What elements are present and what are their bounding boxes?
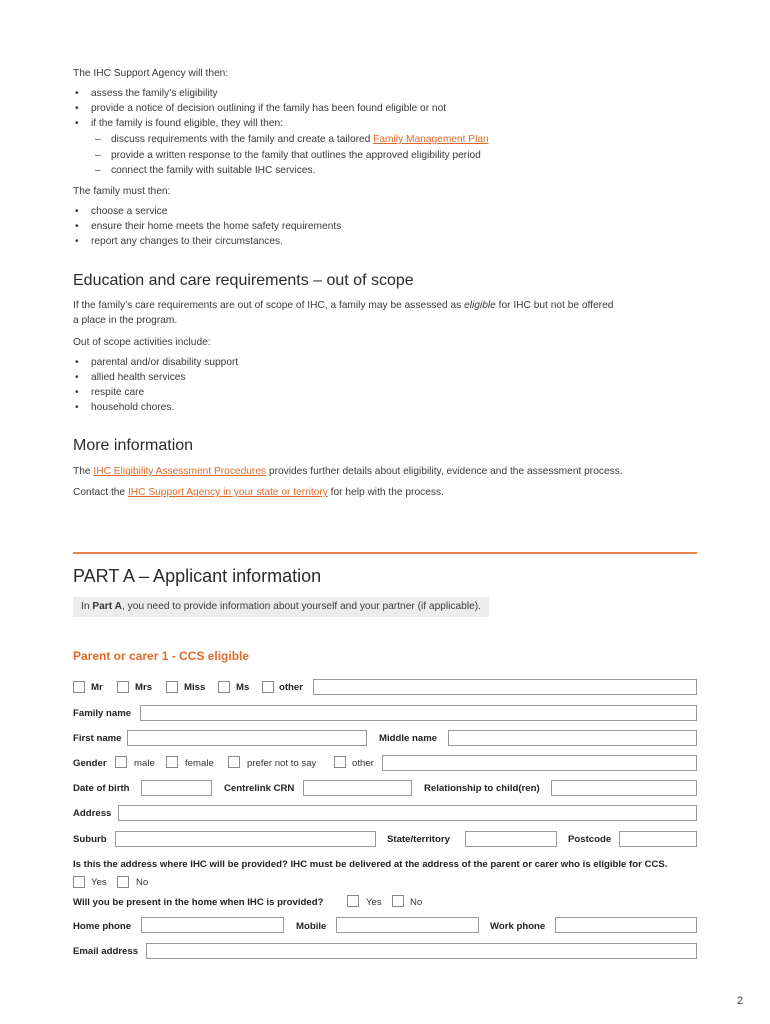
work-phone-input[interactable] (555, 917, 697, 933)
first-name-label: First name (73, 733, 122, 744)
address-question: Is this the address where IHC will be provided? IHC must be delivered at the address of the parent or carer who is eligible for CCS. (73, 859, 668, 870)
home-phone-input[interactable] (141, 917, 284, 933)
relationship-label: Relationship to child(ren) (424, 783, 540, 794)
present-question: Will you be present in the home when IHC is provided? (73, 897, 324, 908)
part-a-callout: In Part A, you need to provide information about yourself and your partner (if applicable). (73, 597, 489, 617)
dob-input[interactable] (141, 780, 212, 796)
family-name-input[interactable] (140, 705, 697, 721)
title-other-checkbox[interactable] (262, 681, 274, 693)
scope-heading: Education and care requirements – out of scope (73, 272, 414, 289)
title-mrs-checkbox[interactable] (117, 681, 129, 693)
title-miss-checkbox[interactable] (166, 681, 178, 693)
gender-prefer-not-label: prefer not to say (247, 758, 317, 769)
more-info-p2: Contact the IHC Support Agency in your state or territory for help with the process. (73, 487, 444, 498)
list-item: • household chores. (75, 402, 175, 413)
relationship-input[interactable] (551, 780, 697, 796)
address-yes-checkbox[interactable] (73, 876, 85, 888)
title-other-label: other (279, 682, 303, 693)
list-item: • provide a notice of decision outlining if the family has been found eligible or not (75, 103, 447, 114)
work-phone-label: Work phone (490, 921, 546, 932)
support-agency-link[interactable]: IHC Support Agency in your state or territory (127, 487, 328, 498)
gender-other-checkbox[interactable] (334, 756, 346, 768)
scope-paragraph: If the family’s care requirements are out of scope of IHC, a family may be assessed as eligible for IHC but not be offered (73, 300, 614, 311)
family-lead: The family must then: (73, 186, 171, 197)
gender-male-label: male (134, 758, 155, 769)
email-input[interactable] (146, 943, 697, 959)
scope-lead: Out of scope activities include: (73, 337, 211, 348)
list-item: • ensure their home meets the home safety requirements (75, 221, 342, 232)
title-mr-checkbox[interactable] (73, 681, 85, 693)
title-mrs-label: Mrs (135, 682, 153, 693)
gender-prefer-not-checkbox[interactable] (228, 756, 240, 768)
page-number: 2 (737, 995, 744, 1007)
crn-label: Centrelink CRN (224, 783, 295, 794)
address-input[interactable] (118, 805, 697, 821)
state-input[interactable] (465, 831, 557, 847)
family-name-label: Family name (73, 708, 132, 719)
state-label: State/territory (387, 834, 450, 845)
family-management-plan-link[interactable]: Family Management Plan (373, 134, 489, 145)
agency-lead: The IHC Support Agency will then: (73, 68, 229, 79)
scope-paragraph-line2: a place in the program. (73, 315, 178, 326)
postcode-input[interactable] (619, 831, 697, 847)
parent-carer-1-heading: Parent or carer 1 - CCS eligible (73, 649, 250, 663)
part-a-heading: PART A – Applicant information (73, 566, 322, 586)
suburb-input[interactable] (115, 831, 376, 847)
list-item: • report any changes to their circumstances. (75, 236, 283, 247)
home-phone-label: Home phone (73, 921, 132, 932)
procedures-link[interactable]: IHC Eligibility Assessment Procedures (93, 466, 267, 477)
present-yes-checkbox[interactable] (347, 895, 359, 907)
more-info-heading: More information (73, 437, 194, 454)
present-no-checkbox[interactable] (392, 895, 404, 907)
title-ms-label: Ms (236, 682, 250, 693)
section-divider (73, 552, 697, 554)
address-no-label: No (136, 877, 149, 888)
gender-female-label: female (185, 758, 214, 769)
list-item: – connect the family with suitable IHC services. (95, 165, 316, 176)
present-yes-label: Yes (366, 897, 382, 908)
more-info-p1: The IHC Eligibility Assessment Procedures provides further details about eligibility, evidence and the assessment process. (73, 466, 623, 477)
dob-label: Date of birth (73, 783, 130, 794)
list-item: • allied health services (75, 372, 186, 383)
title-mr-label: Mr (91, 682, 103, 693)
title-other-input[interactable] (313, 679, 697, 695)
first-name-input[interactable] (127, 730, 367, 746)
present-no-label: No (410, 897, 423, 908)
list-item: • parental and/or disability support (75, 357, 239, 368)
list-item: • respite care (75, 387, 145, 398)
email-label: Email address (73, 946, 139, 957)
list-item: – provide a written response to the family that outlines the approved eligibility period (95, 150, 481, 161)
crn-input[interactable] (303, 780, 412, 796)
gender-female-checkbox[interactable] (166, 756, 178, 768)
mobile-input[interactable] (336, 917, 479, 933)
list-item: • if the family is found eligible, they will then: (75, 118, 283, 129)
postcode-label: Postcode (568, 834, 612, 845)
gender-male-checkbox[interactable] (115, 756, 127, 768)
address-label: Address (73, 808, 112, 819)
middle-name-input[interactable] (448, 730, 697, 746)
title-miss-label: Miss (184, 682, 206, 693)
gender-label: Gender (73, 758, 107, 769)
gender-other-label: other (352, 758, 374, 769)
suburb-label: Suburb (73, 834, 107, 845)
address-no-checkbox[interactable] (117, 876, 129, 888)
list-item: • assess the family’s eligibility (75, 88, 218, 99)
address-yes-label: Yes (91, 877, 107, 888)
list-item: • choose a service (75, 206, 168, 217)
middle-name-label: Middle name (379, 733, 438, 744)
title-ms-checkbox[interactable] (218, 681, 230, 693)
list-item: – discuss requirements with the family and create a tailored Family Management Plan (95, 134, 489, 145)
gender-other-input[interactable] (382, 755, 697, 771)
mobile-label: Mobile (296, 921, 327, 932)
